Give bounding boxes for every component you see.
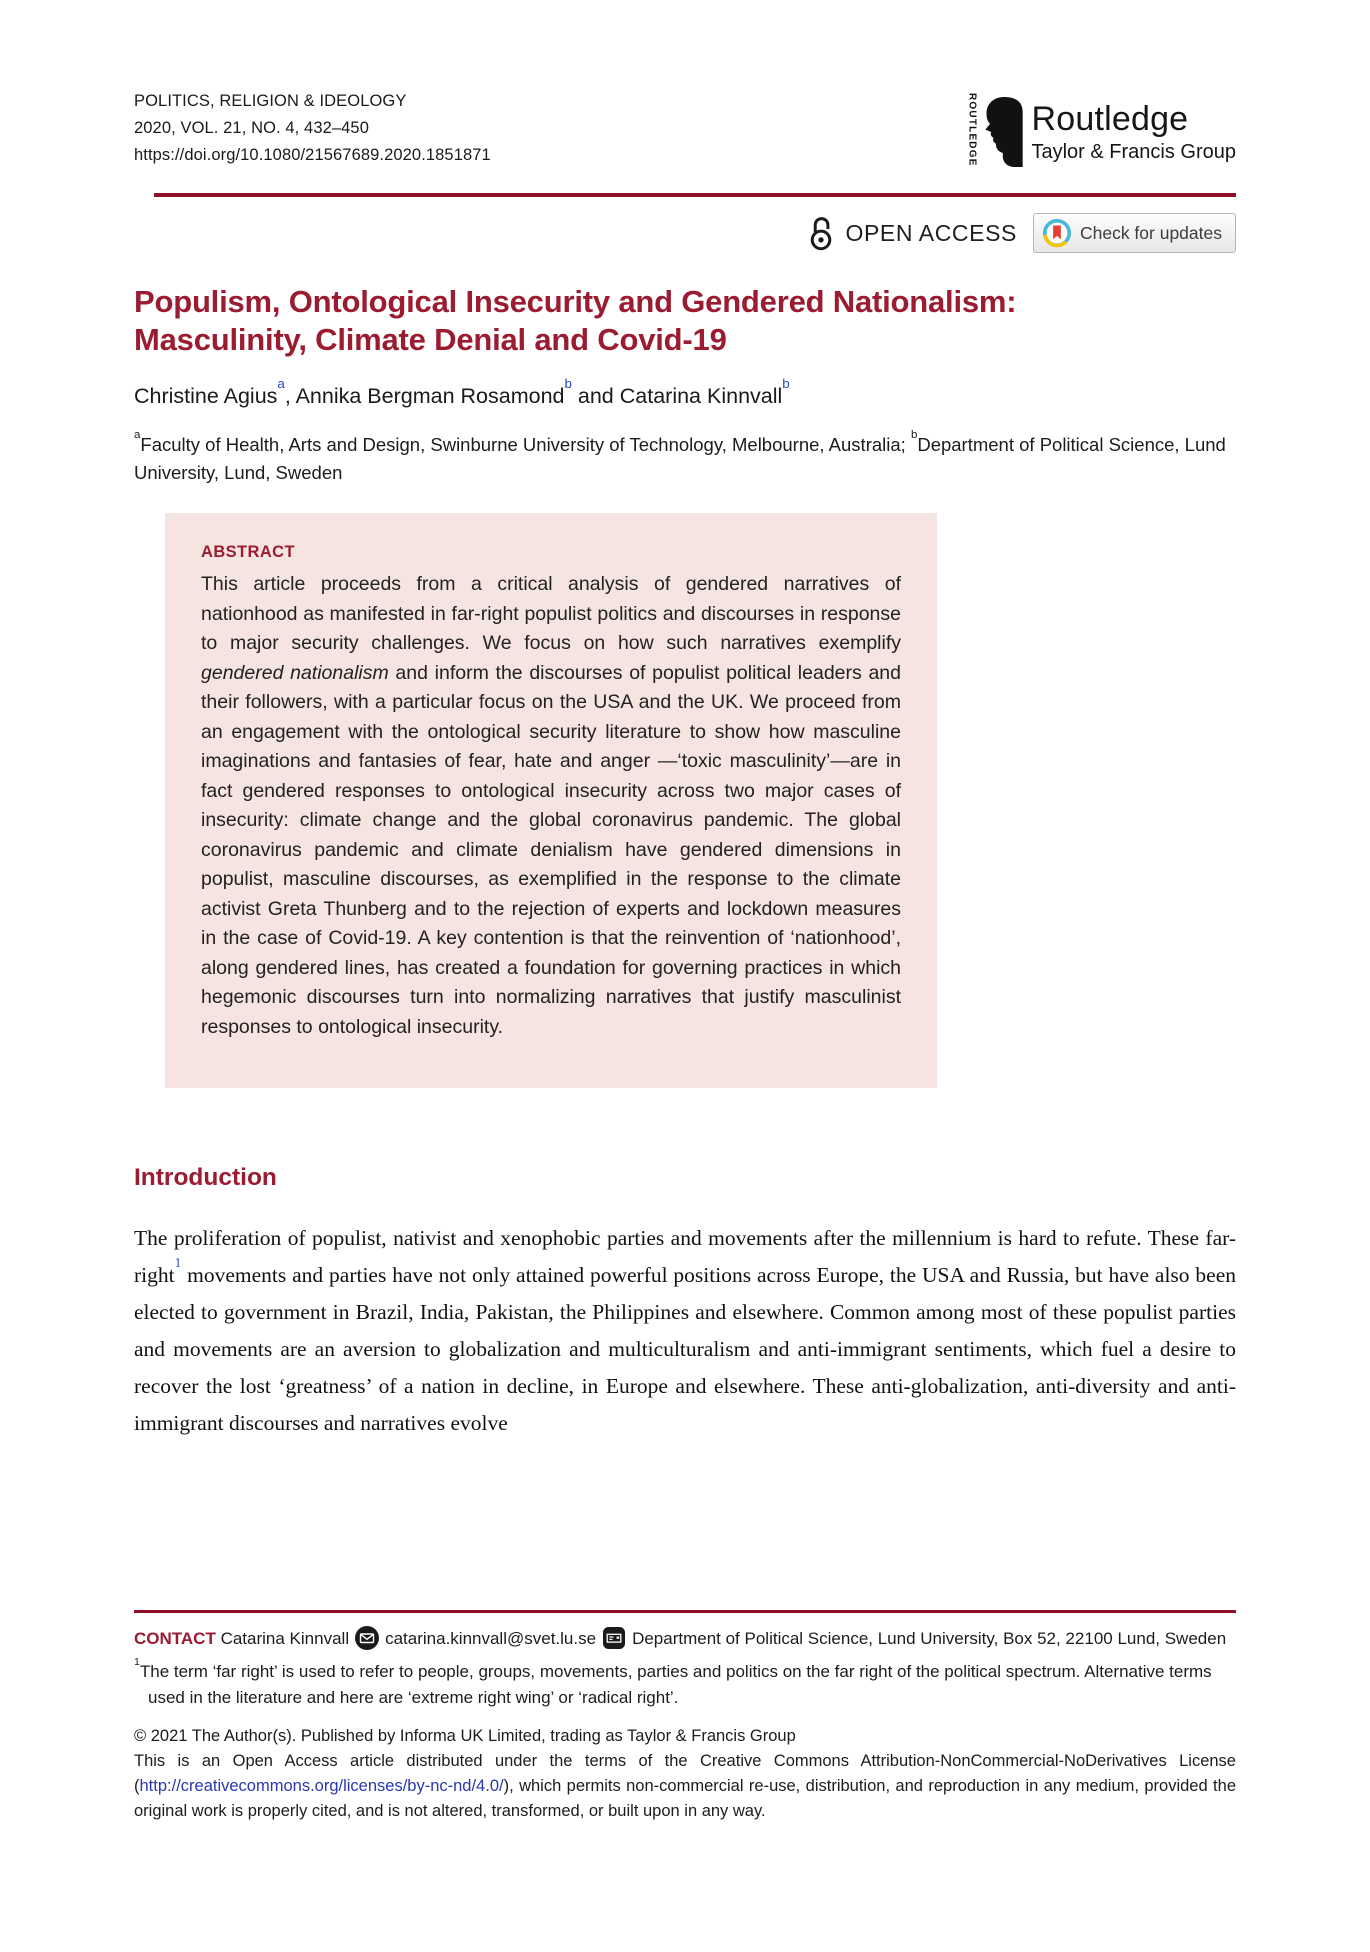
abstract-part2: and inform the discourses of populist political leaders and their followers, with a particular focus on the USA and the UK. We proceed from an engagement with the ontological security literature to show how masculine imaginations and fantasies of fear, hate and anger —‘toxic masculinity’—are in fact gendered responses to ontological insecurity across two major cases of insecurity: climate change and the global coronavirus pandemic. The global coronavirus pandemic and climate denialism have gendered dimensions in populist, masculine discourses, as exemplified in the response to the climate activist Greta Thunberg and to the rejection of experts and lockdown measures in the case of Covid-19. A key contention is that the reinvention of ‘nationhood’, along gendered lines, has created a foundation for governing practices in which hegemonic discourses turn into normalizing narratives that justify masculinist responses to ontological insecurity. [201,661,901,1038]
affiliation-marker: b [910,429,918,442]
crossmark-icon [1042,218,1072,248]
license-part1: This is an Open Access article distributed under the terms of the Creative Commons Attribution-NonCommercial-NoDerivatives License ( [134,1752,1236,1795]
intro-part1: The proliferation of populist, nativist and xenophobic parties and movements after the millennium is hard to refute. These far-right [134,1226,1236,1287]
license-text [134,1749,1236,1824]
journal-name: POLITICS, RELIGION & IDEOLOGY [134,92,407,110]
author-list [134,376,1236,409]
license-link[interactable]: http://creativecommons.org/licenses/by-nc-nd/4.0/ [139,1777,504,1795]
page-footer [134,1610,1236,1824]
footnote-text: The term ‘far right’ is used to refer to people, groups, movements, parties and politics on the far right of the political spectrum. Alternative terms used in the literature and here are ‘extreme right wing’ or ‘radical right’. [139,1662,1212,1707]
header-rule [154,193,1236,197]
author-name: Annika Bergman Rosamond [295,384,565,408]
routledge-vertical-label: ROUTLEDGE [966,93,978,167]
author-name: Catarina Kinnvall [619,384,783,408]
author-affiliation-marker: b [782,376,790,392]
affiliation-marker: a [134,429,141,442]
check-for-updates-button[interactable] [1033,213,1236,253]
open-access-badge [806,215,1017,251]
author-affiliation-marker: b [564,376,572,392]
routledge-head-icon [983,92,1025,172]
intro-part2: movements and parties have not only attained powerful positions across Europe, the USA and Russia, but have also been elected to government in Brazil, India, Pakistan, the Philippines and elsewhere. Common among most of these populist parties and movements are an aversion to globalization and multiculturalism and anti-immigrant sentiments, which fuel a desire to recover the lost ‘greatness’ of a nation in decline, in Europe and elsewhere. These anti-globalization, anti-diversity and anti-immigrant discourses and narratives evolve [134,1263,1236,1435]
abstract-label: ABSTRACT [201,543,295,561]
abstract-italic-phrase: gendered nationalism [201,661,389,684]
footer-rule [134,1610,1236,1613]
section-heading-introduction: Introduction [134,1164,277,1191]
copyright-line: © 2021 The Author(s). Published by Informa UK Limited, trading as Taylor & Francis Group [134,1727,796,1745]
article-title-line1: Populism, Ontological Insecurity and Gendered Nationalism: [134,284,1017,319]
author-separator: , [284,384,296,408]
contact-label: CONTACT [134,1629,216,1648]
contact-name: Catarina Kinnvall [220,1629,350,1648]
contact-email[interactable]: catarina.kinnvall@svet.lu.se [385,1629,597,1648]
open-access-padlock-icon [806,215,836,251]
author-name: Christine Agius [134,384,278,408]
abstract-box [165,513,937,1088]
page-header [134,88,1236,172]
abstract-text [201,570,901,1042]
author-affiliation-marker: a [277,376,285,392]
check-for-updates-label: Check for updates [1079,222,1222,243]
address-icon [602,1626,626,1650]
affiliation-text: Department of Political Science, Lund University, Lund, Sweden [134,434,1226,483]
publisher-name: Routledge [1031,100,1189,138]
footnote-marker: 1 [134,1656,140,1669]
author-separator: and [571,384,620,408]
journal-issue: 2020, VOL. 21, NO. 4, 432–450 [134,119,369,137]
open-access-label: OPEN ACCESS [845,219,1017,246]
access-row [134,211,1236,255]
publisher-wordmark [1031,100,1236,164]
email-icon [355,1626,379,1650]
journal-doi: https://doi.org/10.1080/21567689.2020.1851871 [134,146,491,164]
abstract-part1: This article proceeds from a critical analysis of gendered narratives of nationhood as manifested in far-right populist politics and discourses in response to major security challenges. We focus on how such narratives exemplify [201,573,901,654]
contact-address: Department of Political Science, Lund University, Box 52, 22100 Lund, Sweden [632,1629,1227,1648]
publisher-group: Taylor & Francis Group [1031,141,1236,163]
contact-line [134,1626,1236,1652]
article-title-line2: Masculinity, Climate Denial and Covid-19 [134,321,727,357]
footnote [134,1656,1236,1711]
affiliations [134,431,1236,487]
journal-info [134,88,491,169]
introduction-paragraph [134,1220,1236,1442]
footnote-reference[interactable]: 1 [174,1255,182,1271]
license-part2: ), which permits non-commercial re-use, distribution, and reproduction in any medium, provided the original work is properly cited, and is not altered, transformed, or built upon in any way. [134,1777,1236,1820]
article-title [134,283,1236,358]
publisher-logo [966,92,1236,172]
affiliation-text: Faculty of Health, Arts and Design, Swinburne University of Technology, Melbourne, Australia; [140,434,911,455]
